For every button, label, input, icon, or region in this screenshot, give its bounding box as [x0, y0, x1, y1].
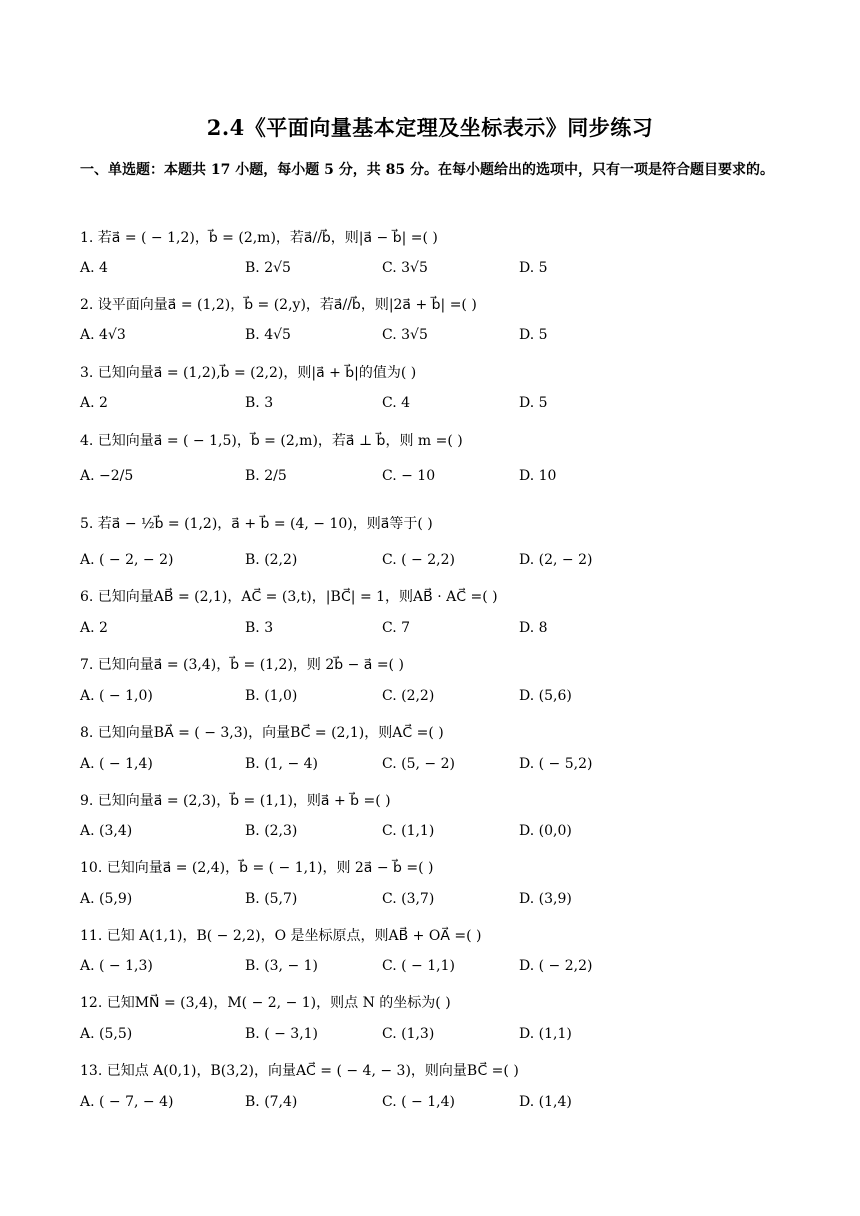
option-c: C. (2,2) — [382, 688, 435, 704]
option-d: D. 8 — [519, 620, 548, 636]
option-c: C. (3,7) — [382, 891, 435, 907]
question-options — [80, 620, 780, 642]
option-d: D. 5 — [519, 395, 548, 411]
option-b: B. ( − 3,1) — [245, 1026, 319, 1042]
option-b: B. 2/5 — [245, 468, 287, 484]
option-c: C. 3√5 — [382, 327, 428, 343]
question-options — [80, 260, 780, 282]
question-options — [80, 688, 780, 710]
option-a: A. ( − 1,4) — [80, 756, 153, 772]
option-c: C. 4 — [382, 395, 411, 411]
option-d: D. (1,4) — [519, 1094, 572, 1110]
question-stem: 3. 已知向量a⃗ = (1,2),b⃗ = (2,2)，则|a⃗ + b⃗|的值为( ) — [80, 365, 417, 381]
option-a: A. −2/5 — [80, 468, 134, 484]
option-c: C. (1,1) — [382, 823, 435, 839]
question-options — [80, 552, 780, 574]
option-c: C. 3√5 — [382, 260, 428, 276]
option-a: A. ( − 2, − 2) — [80, 552, 174, 568]
question-options — [80, 958, 780, 980]
option-c: C. − 10 — [382, 468, 436, 484]
option-b: B. (3, − 1) — [245, 958, 319, 974]
question-options — [80, 1094, 780, 1116]
option-a: A. 2 — [80, 395, 108, 411]
option-a: A. (5,5) — [80, 1026, 133, 1042]
option-d: D. (0,0) — [519, 823, 572, 839]
question-stem: 9. 已知向量a⃗ = (2,3)，b⃗ = (1,1)，则a⃗ + b⃗ =( ) — [80, 793, 391, 809]
option-a: A. ( − 1,3) — [80, 958, 153, 974]
option-b: B. (7,4) — [245, 1094, 298, 1110]
question-stem: 4. 已知向量a⃗ = ( − 1,5)，b⃗ = (2,m)，若a⃗ ⊥ b⃗，则 m =( ) — [80, 433, 463, 449]
question-stem: 13. 已知点 A(0,1)，B(3,2)，向量AC⃗ = ( − 4, − 3)，则向量BC⃗ =( ) — [80, 1063, 519, 1079]
option-c: C. (1,3) — [382, 1026, 435, 1042]
option-a: A. 4 — [80, 260, 108, 276]
option-a: A. (5,9) — [80, 891, 133, 907]
option-d: D. (1,1) — [519, 1026, 572, 1042]
option-b: B. (2,2) — [245, 552, 298, 568]
option-a: A. 4√3 — [80, 327, 126, 343]
option-c: C. (5, − 2) — [382, 756, 455, 772]
question-stem: 8. 已知向量BA⃗ = ( − 3,3)，向量BC⃗ = (2,1)，则AC⃗ =( ) — [80, 725, 444, 741]
question-stem: 5. 若a⃗ − ½b⃗ = (1,2)，a⃗ + b⃗ = (4, − 10)，则a⃗等于( ) — [80, 516, 433, 532]
option-d: D. (3,9) — [519, 891, 572, 907]
question-stem: 10. 已知向量a⃗ = (2,4)，b⃗ = ( − 1,1)，则 2a⃗ − b⃗ =( ) — [80, 860, 434, 876]
question-options — [80, 327, 780, 349]
option-a: A. (3,4) — [80, 823, 133, 839]
question-options — [80, 756, 780, 778]
option-a: A. ( − 7, − 4) — [80, 1094, 174, 1110]
option-d: D. 5 — [519, 260, 548, 276]
option-b: B. 3 — [245, 620, 274, 636]
question-options — [80, 823, 780, 845]
option-b: B. (1,0) — [245, 688, 298, 704]
option-c: C. ( − 1,4) — [382, 1094, 455, 1110]
option-a: A. ( − 1,0) — [80, 688, 153, 704]
option-b: B. 4√5 — [245, 327, 291, 343]
option-c: C. 7 — [382, 620, 411, 636]
option-d: D. (2, − 2) — [519, 552, 593, 568]
question-stem: 1. 若a⃗ = ( − 1,2)，b⃗ = (2,m)，若a⃗//b⃗，则|a⃗ − b⃗| =( ) — [80, 230, 438, 246]
question-stem: 11. 已知 A(1,1)，B( − 2,2)，O 是坐标原点，则AB⃗ + OA⃗ =( ) — [80, 928, 482, 944]
option-c: C. ( − 2,2) — [382, 552, 455, 568]
question-stem: 2. 设平面向量a⃗ = (1,2)，b⃗ = (2,y)，若a⃗//b⃗，则|2a⃗ + b⃗| =( ) — [80, 297, 477, 313]
question-stem: 12. 已知MN⃗ = (3,4)，M( − 2, − 1)，则点 N 的坐标为( ) — [80, 995, 451, 1011]
option-b: B. 3 — [245, 395, 274, 411]
option-b: B. (1, − 4) — [245, 756, 319, 772]
option-d: D. 10 — [519, 468, 557, 484]
question-options — [80, 1026, 780, 1048]
question-options — [80, 468, 780, 490]
option-a: A. 2 — [80, 620, 108, 636]
section-heading: 一、单选题：本题共 17 小题，每小题 5 分，共 85 分。在每小题给出的选项中，只有一项是符合题目要求的。 — [80, 162, 774, 178]
option-b: B. (5,7) — [245, 891, 298, 907]
option-d: D. ( − 2,2) — [519, 958, 593, 974]
document-title: 2.4《平面向量基本定理及坐标表示》同步练习 — [206, 115, 654, 140]
option-b: B. (2,3) — [245, 823, 298, 839]
option-c: C. ( − 1,1) — [382, 958, 455, 974]
question-stem: 7. 已知向量a⃗ = (3,4)，b⃗ = (1,2)，则 2b⃗ − a⃗ =( ) — [80, 657, 404, 673]
option-d: D. ( − 5,2) — [519, 756, 593, 772]
option-d: D. (5,6) — [519, 688, 572, 704]
option-b: B. 2√5 — [245, 260, 291, 276]
option-d: D. 5 — [519, 327, 548, 343]
question-options — [80, 891, 780, 913]
question-stem: 6. 已知向量AB⃗ = (2,1)，AC⃗ = (3,t)，|BC⃗| = 1，则AB⃗ · AC⃗ =( ) — [80, 589, 498, 605]
question-options — [80, 395, 780, 417]
